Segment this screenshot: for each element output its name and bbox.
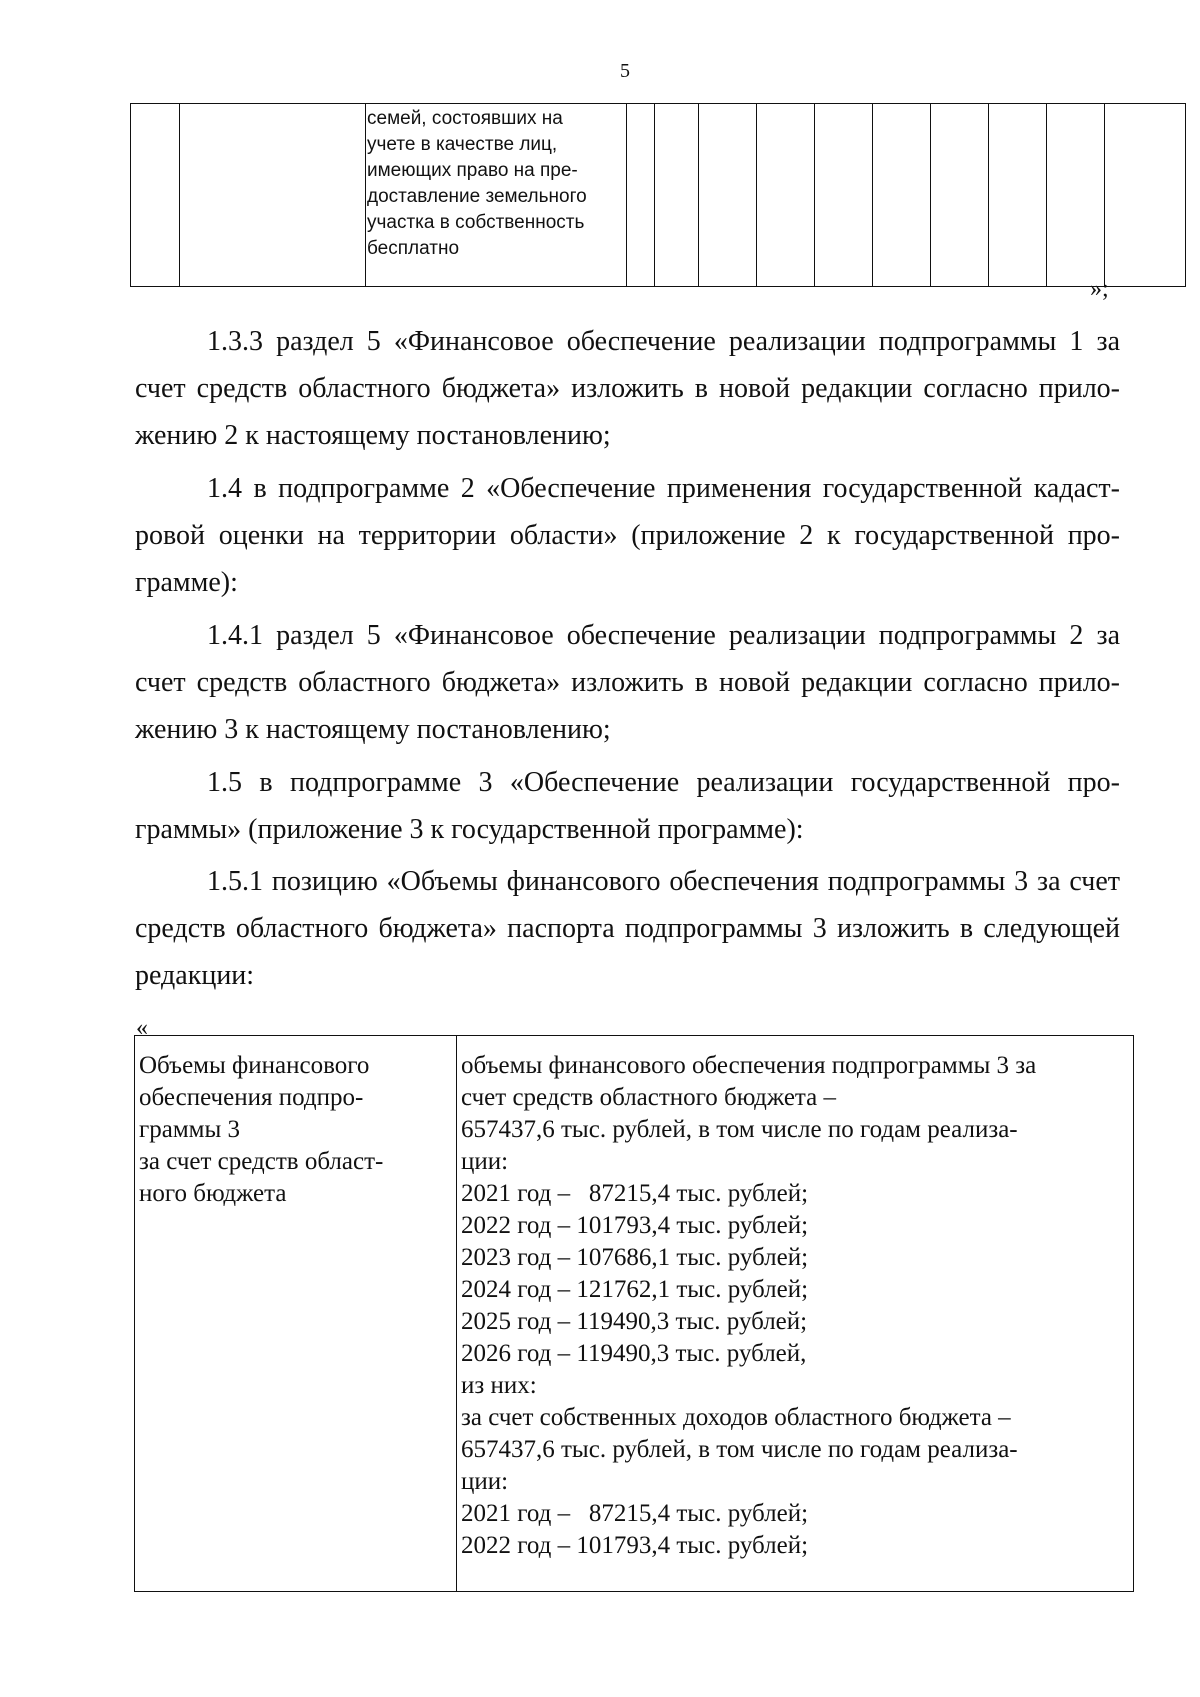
funding-value-cell: [457, 1036, 1134, 1592]
table-cell-text: семей, состоявших на учете в качестве лиц, имеющих право на пре- доставление земельного участка в собственность бесплатно: [366, 104, 627, 287]
value-line: 657437,6 тыс. рублей, в том числе по годам реализа-: [461, 1116, 1018, 1143]
paragraph-line: 1.4.1 раздел 5 «Финансовое обеспечение реализации подпрограммы 2 за: [207, 620, 1120, 651]
table-cell: [131, 104, 180, 287]
value-line: ции:: [461, 1468, 509, 1495]
value-line: за счет собственных доходов областного бюджета –: [461, 1404, 1011, 1431]
paragraph-line: 1.5 в подпрограмме 3 «Обеспечение реализации государственной про-: [207, 767, 1120, 798]
table-row: [135, 1036, 1134, 1592]
value-line: из них:: [461, 1372, 537, 1399]
paragraph-line: 1.3.3 раздел 5 «Финансовое обеспечение реализации подпрограммы 1 за: [207, 326, 1120, 357]
paragraph-line: редакции:: [135, 960, 255, 991]
table-cell: [873, 104, 931, 287]
paragraph-1-4: [135, 465, 1120, 606]
table-row: [131, 104, 1186, 287]
value-line: 2026 год – 119490,3 тыс. рублей,: [461, 1340, 807, 1367]
label-line: граммы 3: [139, 1116, 241, 1143]
paragraph-line: жению 2 к настоящему постановлению;: [135, 420, 611, 451]
page-number: 5: [620, 60, 630, 82]
table-cell: [1105, 104, 1186, 287]
label-line: Объемы финансового: [139, 1052, 370, 1079]
paragraph-1-5-1: [135, 858, 1120, 999]
table-cell: [655, 104, 699, 287]
paragraph-line: 1.5.1 позицию «Объемы финансового обеспечения подпрограммы 3 за счет: [207, 866, 1120, 897]
value-line: 2024 год – 121762,1 тыс. рублей;: [461, 1276, 809, 1303]
value-line: объемы финансового обеспечения подпрограммы 3 за: [461, 1052, 1037, 1079]
funding-table: [134, 1035, 1134, 1592]
value-line: 2021 год – 87215,4 тыс. рублей;: [461, 1500, 809, 1527]
paragraph-line: средств областного бюджета» паспорта подпрограммы 3 изложить в следующей: [135, 913, 1120, 944]
table-cell: [627, 104, 655, 287]
opening-quote: «: [136, 1015, 148, 1041]
value-line: 2023 год – 107686,1 тыс. рублей;: [461, 1244, 809, 1271]
value-line: 2022 год – 101793,4 тыс. рублей;: [461, 1212, 809, 1239]
paragraph-1-5: [135, 759, 1120, 853]
value-line: счет средств областного бюджета –: [461, 1084, 837, 1111]
funding-label-cell: [135, 1036, 457, 1592]
value-line: 2021 год – 87215,4 тыс. рублей;: [461, 1180, 809, 1207]
value-line: ции:: [461, 1148, 509, 1175]
paragraph-line: граммы» (приложение 3 к государственной программе):: [135, 814, 804, 845]
paragraph-line: счет средств областного бюджета» изложить в новой редакции согласно прило-: [135, 373, 1120, 404]
value-line: 657437,6 тыс. рублей, в том числе по годам реализа-: [461, 1436, 1018, 1463]
paragraph-line: грамме):: [135, 567, 238, 598]
table-cell: [180, 104, 366, 287]
table-cell: [757, 104, 815, 287]
value-line: 2025 год – 119490,3 тыс. рублей;: [461, 1308, 808, 1335]
table-cell: [989, 104, 1047, 287]
paragraph-line: счет средств областного бюджета» изложить в новой редакции согласно прило-: [135, 667, 1120, 698]
table-cell: [699, 104, 757, 287]
table-cell: [1047, 104, 1105, 287]
paragraph-1-4-1: [135, 612, 1120, 753]
paragraph-line: ровой оценки на территории области» (приложение 2 к государственной про-: [135, 520, 1120, 551]
paragraph-line: жению 3 к настоящему постановлению;: [135, 714, 611, 745]
table-cell: [931, 104, 989, 287]
paragraph-1-3-3: [135, 318, 1120, 459]
continuation-table: [130, 103, 1186, 287]
closing-quote: »;: [1090, 276, 1109, 302]
label-line: ного бюджета: [139, 1180, 287, 1207]
value-line: 2022 год – 101793,4 тыс. рублей;: [461, 1532, 809, 1559]
label-line: за счет средств облаcт-: [139, 1148, 384, 1175]
table-cell: [815, 104, 873, 287]
label-line: обеспечения подпро-: [139, 1084, 364, 1111]
paragraph-line: 1.4 в подпрограмме 2 «Обеспечение применения государственной кадаст-: [207, 473, 1120, 504]
